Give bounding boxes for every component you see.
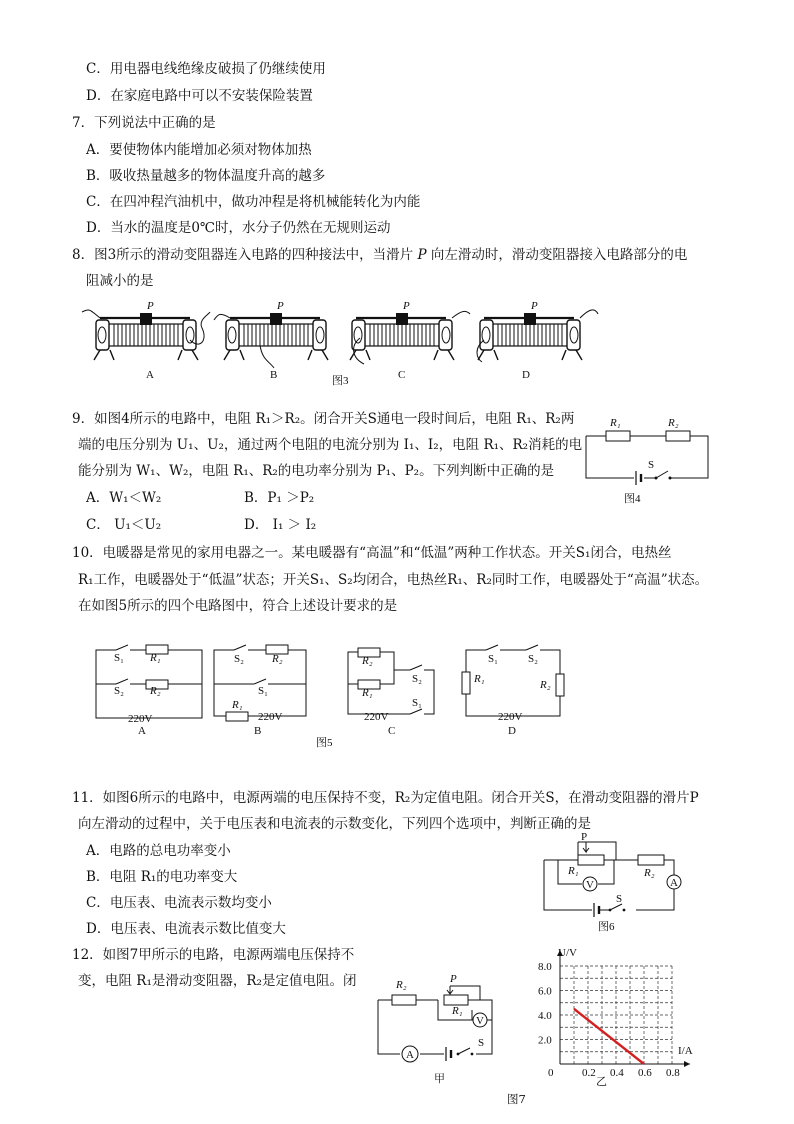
q10-c-s2: S₂ [412,673,422,685]
q12-ammeter-label: A [406,1049,414,1061]
q10-stem-line2: R₁工作，电暖器处于“低温”状态；开关S₁、S₂均闭合，电热丝R₁、R₂同时工作，电暖器处于“高温”状态。 [78,572,709,588]
q9-option-d: D． I₁ ＞ I₂ [244,517,317,533]
q11-stem-line2: 向左滑动的过程中，关于电压表和电流表的示数变化，下列四个选项中，判断正确的是 [78,816,591,832]
q10-b-s2: S₂ [234,653,244,665]
q8-slider-p: P [417,247,427,263]
q10-stem-line1: 10．电暖器是常见的家用电器之一。某电暖器有“高温”和“低温”两种工作状态。开关S₁闭合，电热丝 [72,545,672,561]
q8-stem-line1 [72,246,687,264]
q11-figure-caption: 图6 [598,921,615,933]
q9-stem-line3: 能分别为 W₁、W₂，电阻 R₁、R₂的电功率分别为 P₁、P₂。下列判断中正确的是 [78,463,555,479]
q10-d-r2: R₂ [540,679,551,691]
q10-d-s1: S₁ [488,653,498,665]
q12-stem-line2: 变，电阻 R₁是滑动变阻器，R₂是定值电阻。闭 [78,973,357,989]
series-line [574,1009,644,1064]
q11-r2-label: R₂ [644,867,655,879]
q12-voltmeter-label: V [476,1015,484,1027]
q8-label-a: A [146,369,154,381]
y-tick-label: 4.0 [538,1010,552,1022]
q8-label-b: B [270,369,278,381]
q10-label-c: C [388,725,396,737]
q10-a-r2: R₂ [150,685,161,697]
q10-label-a: A [138,725,146,737]
q9-stem-line2: 端的电压分别为 U₁、U₂，通过两个电阻的电流分别为 I₁、I₂，电阻 R₁、R₂消耗的电 [78,437,583,453]
q8-figure-caption: 图3 [332,375,349,387]
q10-label-b: B [254,725,262,737]
q9-option-a: A．W₁＜W₂ [86,490,162,506]
q7-option-d: D．当水的温度是0℃时，水分子仍然在无规则运动 [86,220,391,236]
y-tick-label: 6.0 [538,985,552,998]
q9-s-label: S [648,459,655,471]
q12-jia-label: 甲 [434,1073,445,1085]
q10-figure-caption: 图5 [316,737,333,749]
q12-circuit-figure [376,973,506,1090]
q10-b-r2: R₂ [272,653,283,665]
q8-p-label-c: P [403,300,410,312]
x-axis-arrow [684,1061,690,1067]
q11-s-label: S [616,893,623,905]
x-tick-label: 0.4 [610,1067,624,1079]
q12-ui-graph [520,940,710,1090]
q6-option-c: C．用电器电线绝缘皮破损了仍继续使用 [86,61,326,77]
q12-stem-line1: 12．如图7甲所示的电路，电源两端电压保持不 [72,947,355,963]
q12-p-label: P [450,973,457,985]
x-tick-label: 0.6 [638,1067,652,1079]
q10-a-r1: R₁ [150,652,161,664]
q10-b-s1: S₁ [258,685,268,697]
q7-stem: 7．下列说法中正确的是 [72,115,216,131]
y-tick-label: 2.0 [538,1034,552,1047]
q9-figure-caption: 图4 [624,493,641,505]
q7-option-a: A．要使物体内能增加必须对物体加热 [86,142,312,158]
q10-stem-line3: 在如图5所示的四个电路图中，符合上述设计要求的是 [78,598,398,614]
q11-p-label: P [581,831,588,843]
q9-option-b: B．P₁ ＞P₂ [244,490,315,506]
q10-label-d: D [508,725,516,737]
q9-stem-line1: 9．如图4所示的电路中，电阻 R₁＞R₂。闭合开关S通电一段时间后，电阻 R₁、R₂两 [72,411,575,427]
q8-p-label-d: P [531,300,538,312]
y-tick-label: 8.0 [538,961,552,973]
q12-figure-caption: 图7 [507,1092,526,1106]
q9-r2-label: R₂ [668,417,679,429]
q11-r1-label: R₁ [568,865,579,877]
q10-b-voltage: 220V [258,711,283,723]
q10-b-r1: R₁ [232,699,243,711]
chart-grid [560,966,672,1064]
q10-circuits-figure [94,644,574,754]
q7-option-c: C．在四冲程汽油机中，做功冲程是将机械能转化为内能 [86,194,421,210]
chart-xlabel: I/A [678,1045,693,1057]
q6-option-d: D．在家庭电路中可以不安装保险装置 [86,88,313,104]
q11-ammeter-label: A [670,877,678,889]
q10-a-voltage: 220V [128,713,153,725]
q9-option-c: C． U₁＜U₂ [86,517,162,533]
q12-s-label: S [478,1037,485,1049]
q11-option-a: A．电路的总电功率变小 [86,843,231,859]
q10-d-r1: R₁ [474,673,485,685]
q8-stem-part1: 8．图3所示的滑动变阻器连入电路的四种接法中，当滑片 [72,247,414,263]
q11-circuit-figure [538,832,688,936]
chart-ticks [538,961,680,1079]
chart-axes [557,950,690,1067]
chart-series [574,1009,644,1064]
q11-option-b: B．电阻 R₁的电功率变大 [86,869,238,885]
q12-yi-label: 乙 [596,1076,607,1088]
x-tick-label: 0.2 [582,1067,596,1079]
q8-label-c: C [398,369,406,381]
q10-c-s1: S₁ [412,697,422,709]
q8-rheostat-figure [90,300,730,390]
q10-d-voltage: 220V [498,711,523,723]
q10-a-s1: S₁ [114,652,124,664]
q11-option-d: D．电压表、电流表示数比值变大 [86,921,286,937]
q9-circuit-figure [584,416,714,508]
q10-c-r2: R₂ [362,655,373,667]
q11-stem-line1: 11．如图6所示的电路中，电源两端的电压保持不变，R₂为定值电阻。闭合开关S，在滑动变阻器的滑片P [72,790,699,806]
q8-stem-part2: 向左滑动时，滑动变阻器接入电路部分的电 [430,247,688,263]
q12-r1-label: R₁ [452,1005,463,1017]
q8-p-label-a: P [147,300,154,312]
q8-p-label-b: P [277,300,284,312]
q7-option-b: B．吸收热量越多的物体温度升高的越多 [86,168,326,184]
q10-c-voltage: 220V [364,711,389,723]
q9-r1-label: R₁ [610,417,621,429]
q8-label-d: D [522,369,530,381]
q11-option-c: C．电压表、电流表示数均变小 [86,895,272,911]
q10-c-r1: R₁ [362,687,373,699]
x-tick-label: 0 [548,1067,554,1079]
x-tick-label: 0.8 [666,1067,680,1079]
q8-stem-line2: 阻减小的是 [86,273,154,289]
q10-d-s2: S₂ [528,653,538,665]
q10-a-s2: S₂ [114,685,124,697]
q12-r2-label: R₂ [396,979,407,991]
q11-voltmeter-label: V [586,879,594,891]
chart-ylabel: U/V [558,947,577,959]
